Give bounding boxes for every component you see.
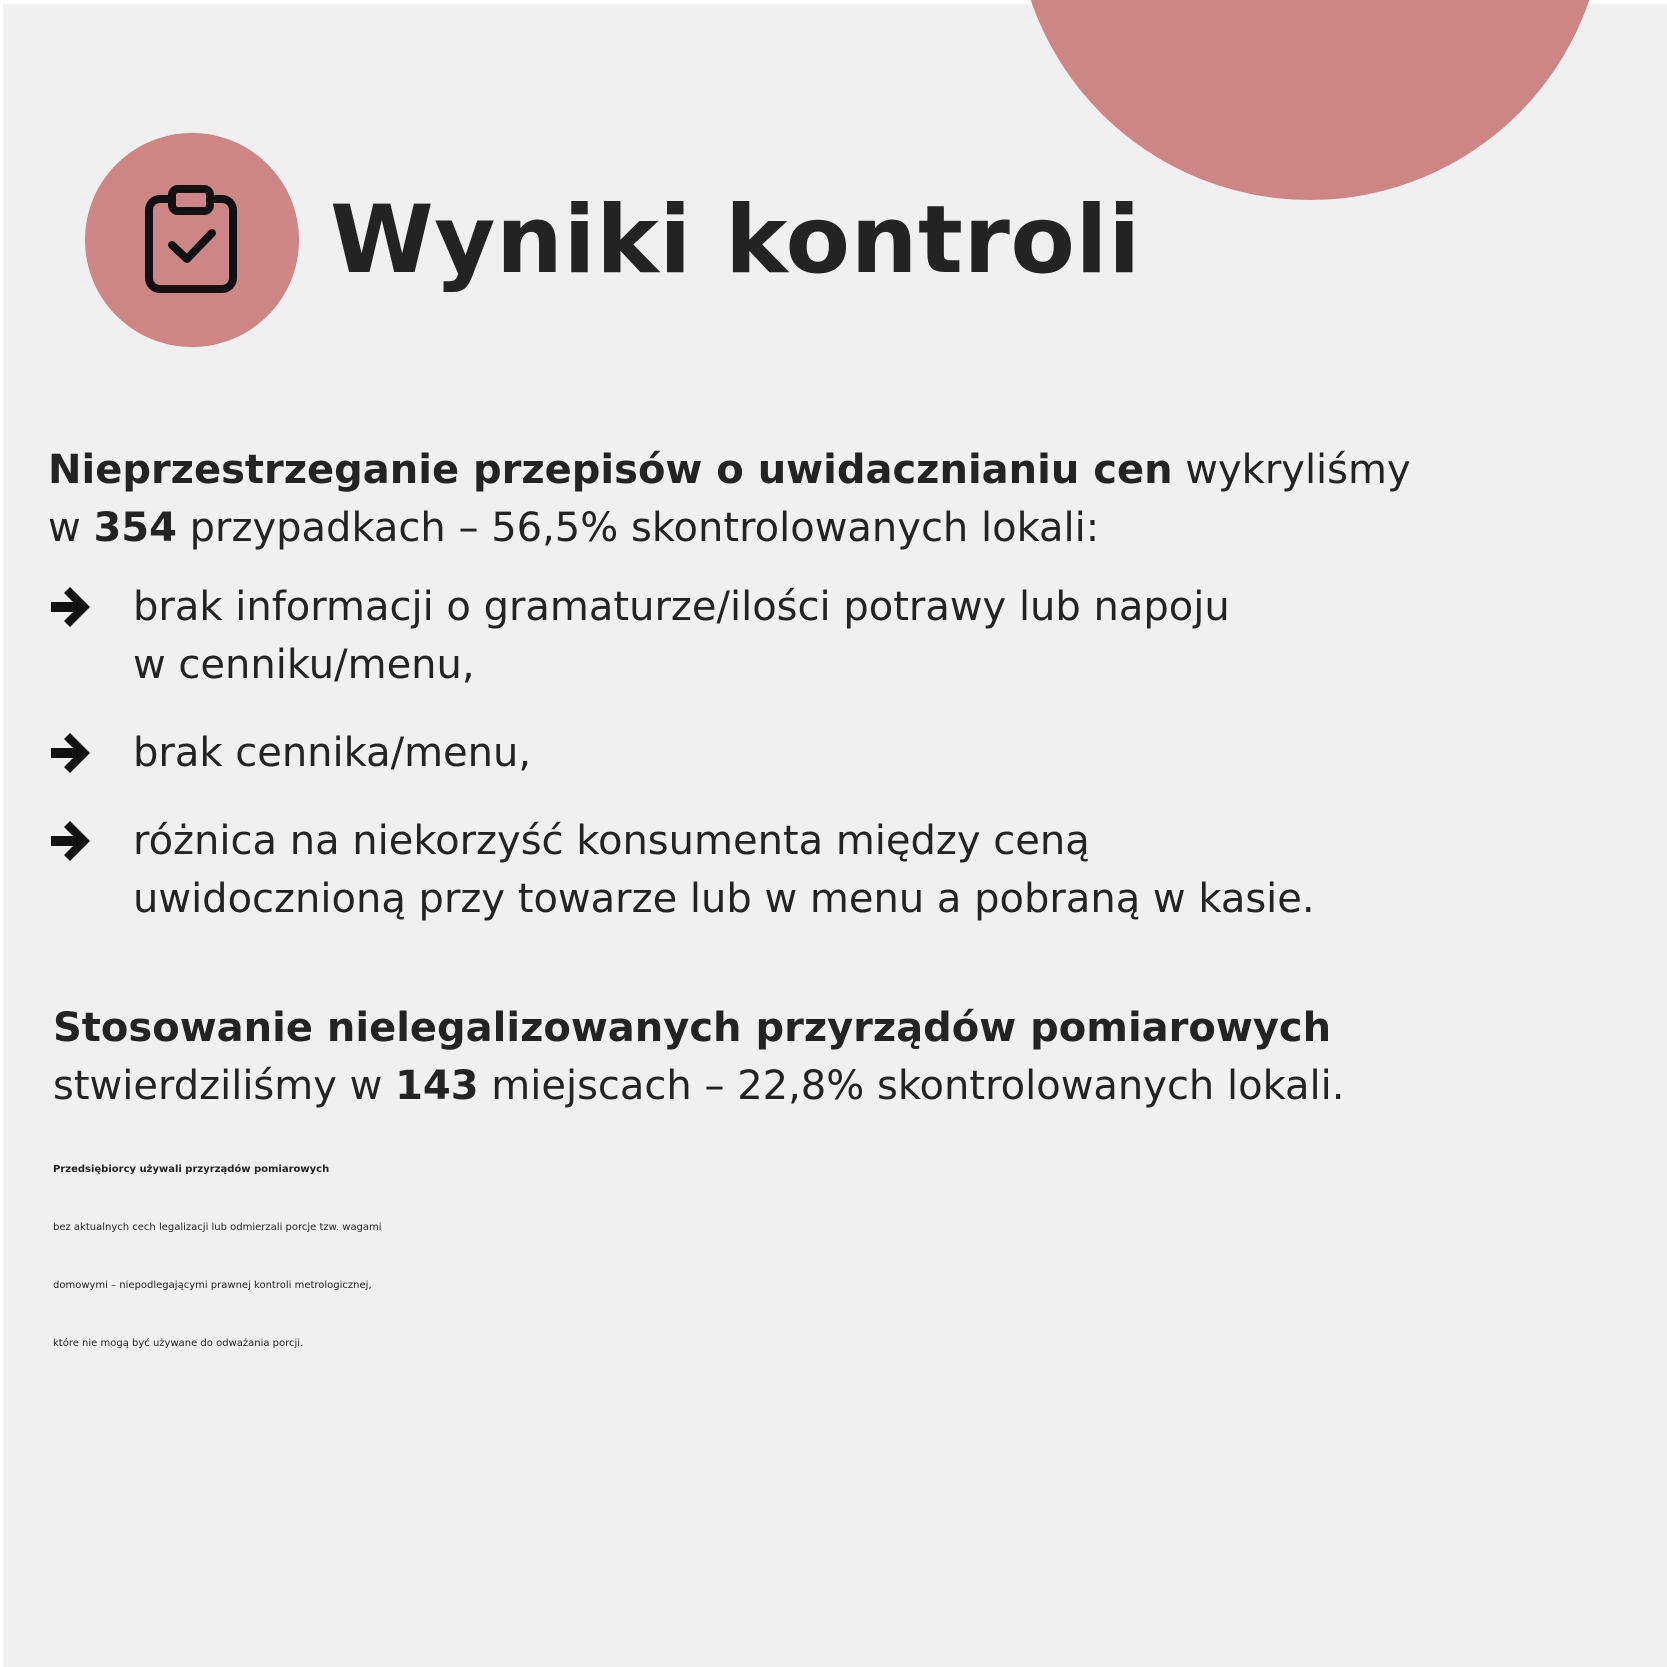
list-item-line: uwidocznioną przy towarze lub w menu a pobraną w kasie. <box>133 876 1315 922</box>
page-title: Wyniki kontroli <box>330 186 1141 295</box>
violations-list <box>48 578 1628 958</box>
instruments-count: 143 <box>395 1063 479 1109</box>
list-item-text <box>133 724 1628 782</box>
instruments-line <box>53 1057 1643 1115</box>
summary-line-2 <box>48 499 1628 557</box>
clipboard-check-icon <box>144 185 240 295</box>
arrow-right-icon <box>48 724 133 782</box>
arrow-right-icon <box>48 578 133 636</box>
entrepreneurs-lead-bold: Przedsiębiorcy używali przyrządów pomiarowych <box>53 1164 330 1175</box>
entrepreneurs-lead <box>53 1141 1653 1199</box>
list-item-line: brak cennika/menu, <box>133 730 532 776</box>
summary-line-2-end: przypadkach – 56,5% skontrolowanych lokali: <box>176 505 1100 551</box>
list-item <box>48 724 1628 782</box>
list-item-line: w cenniku/menu, <box>133 642 475 688</box>
list-item-text <box>133 578 1628 694</box>
summary-lead: Nieprzestrzeganie przepisów o uwidacznianiu cen <box>48 447 1173 493</box>
entrepreneurs-paragraph <box>53 1141 1653 1373</box>
instruments-line-start: stwierdziliśmy w <box>53 1063 396 1109</box>
arrow-right-icon <box>48 812 133 870</box>
list-item <box>48 578 1628 694</box>
measuring-instruments-summary <box>53 999 1643 1115</box>
instruments-lead-bold: Stosowanie nielegalizowanych przyrządów pomiarowych <box>53 1005 1332 1051</box>
list-item-line: różnica na niekorzyść konsumenta między ceną <box>133 818 1090 864</box>
price-violations-summary <box>48 441 1628 557</box>
entrepreneurs-line: domowymi – niepodlegającymi prawnej kontroli metrologicznej, <box>53 1280 372 1291</box>
entrepreneurs-line: które nie mogą być używane do odważania porcji. <box>53 1338 304 1349</box>
instruments-line-end: miejscach – 22,8% skontrolowanych lokali. <box>478 1063 1345 1109</box>
icon-badge <box>85 133 299 347</box>
summary-line-2-start: w <box>48 505 94 551</box>
list-item-text <box>133 812 1628 928</box>
entrepreneurs-line: bez aktualnych cech legalizacji lub odmierzali porcje tzw. wagami <box>53 1222 382 1233</box>
summary-lead-tail: wykryliśmy <box>1172 447 1411 493</box>
instruments-lead <box>53 999 1643 1057</box>
list-item <box>48 812 1628 928</box>
decorative-circle <box>1015 0 1605 200</box>
summary-line-1 <box>48 441 1628 499</box>
list-item-line: brak informacji o gramaturze/ilości potrawy lub napoju <box>133 584 1230 630</box>
violations-count: 354 <box>93 505 177 551</box>
left-border <box>0 0 3 1667</box>
